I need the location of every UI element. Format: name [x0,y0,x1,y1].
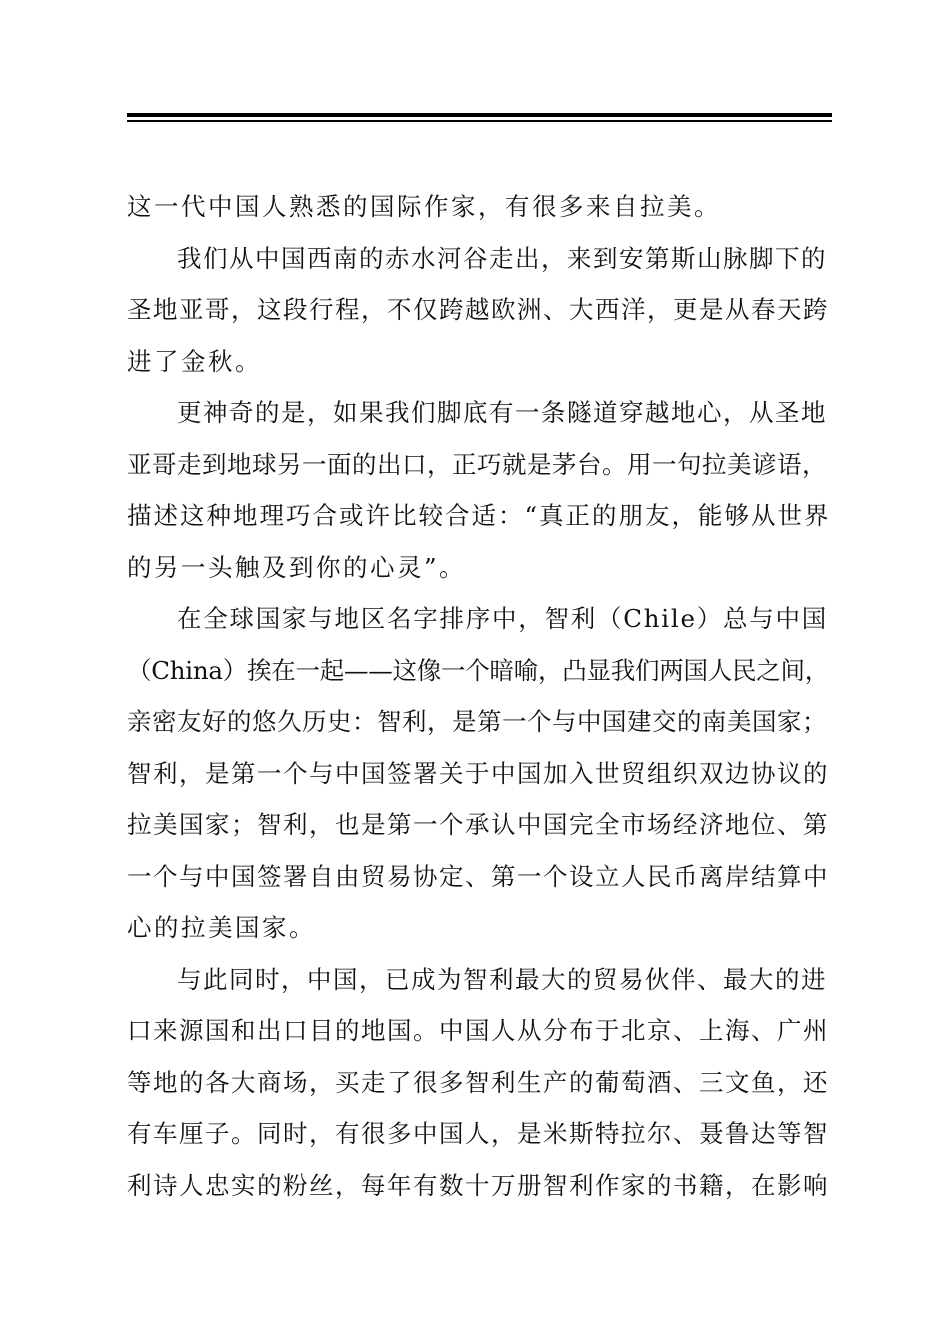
text-line: 与此同时，中国，已成为智利最大的贸易伙伴、最大的进 [177,964,827,994]
text-line: 在全球国家与地区名字排序中，智利（Chile）总与中国 [177,604,828,633]
text-line: （China）挨在一起——这像一个暗喻，凸显我们两国人民之间， [127,655,829,685]
text-line: 等地的各大商场，买走了很多智利生产的葡萄酒、三文鱼，还 [127,1067,829,1097]
text-line: 拉美国家；智利，也是第一个承认中国完全市场经济地位、第 [127,810,829,839]
text-line: 亚哥走到地球另一面的出口，正巧就是茅台。用一句拉美谚语， [127,449,827,479]
text-line: 利诗人忠实的粉丝，每年有数十万册智利作家的书籍，在影响 [127,1170,829,1200]
text-line: 更神奇的是，如果我们脚底有一条隧道穿越地心，从圣地 [177,398,827,427]
document-body [127,181,832,1211]
text-line: 圣地亚哥，这段行程，不仅跨越欧洲、大西洋，更是从春天跨 [127,295,829,324]
text-line: 描述这种地理巧合或许比较合适：“真正的朋友，能够从世界 [127,501,831,530]
text-line: 口来源国和出口目的地国。中国人从分布于北京、上海、广州 [127,1016,829,1045]
text-line: 心的拉美国家。 [127,913,316,942]
text-line: 亲密友好的悠久历史：智利，是第一个与中国建交的南美国家； [127,707,827,736]
text-line: 智利，是第一个与中国签署关于中国加入世贸组织双边协议的 [127,758,829,788]
text-line: 一个与中国签署自由贸易协定、第一个设立人民币离岸结算中 [127,861,829,891]
text-line: 我们从中国西南的赤水河谷走出，来到安第斯山脉脚下的 [177,243,827,273]
header-rule-thick [127,113,832,117]
header-rule-thin [127,120,832,122]
text-line: 这一代中国人熟悉的国际作家，有很多来自拉美。 [127,192,721,221]
text-line: 的另一头触及到你的心灵”。 [127,552,467,582]
text-line: 有车厘子。同时，有很多中国人，是米斯特拉尔、聂鲁达等智 [127,1119,829,1148]
text-line: 进了金秋。 [127,346,262,376]
